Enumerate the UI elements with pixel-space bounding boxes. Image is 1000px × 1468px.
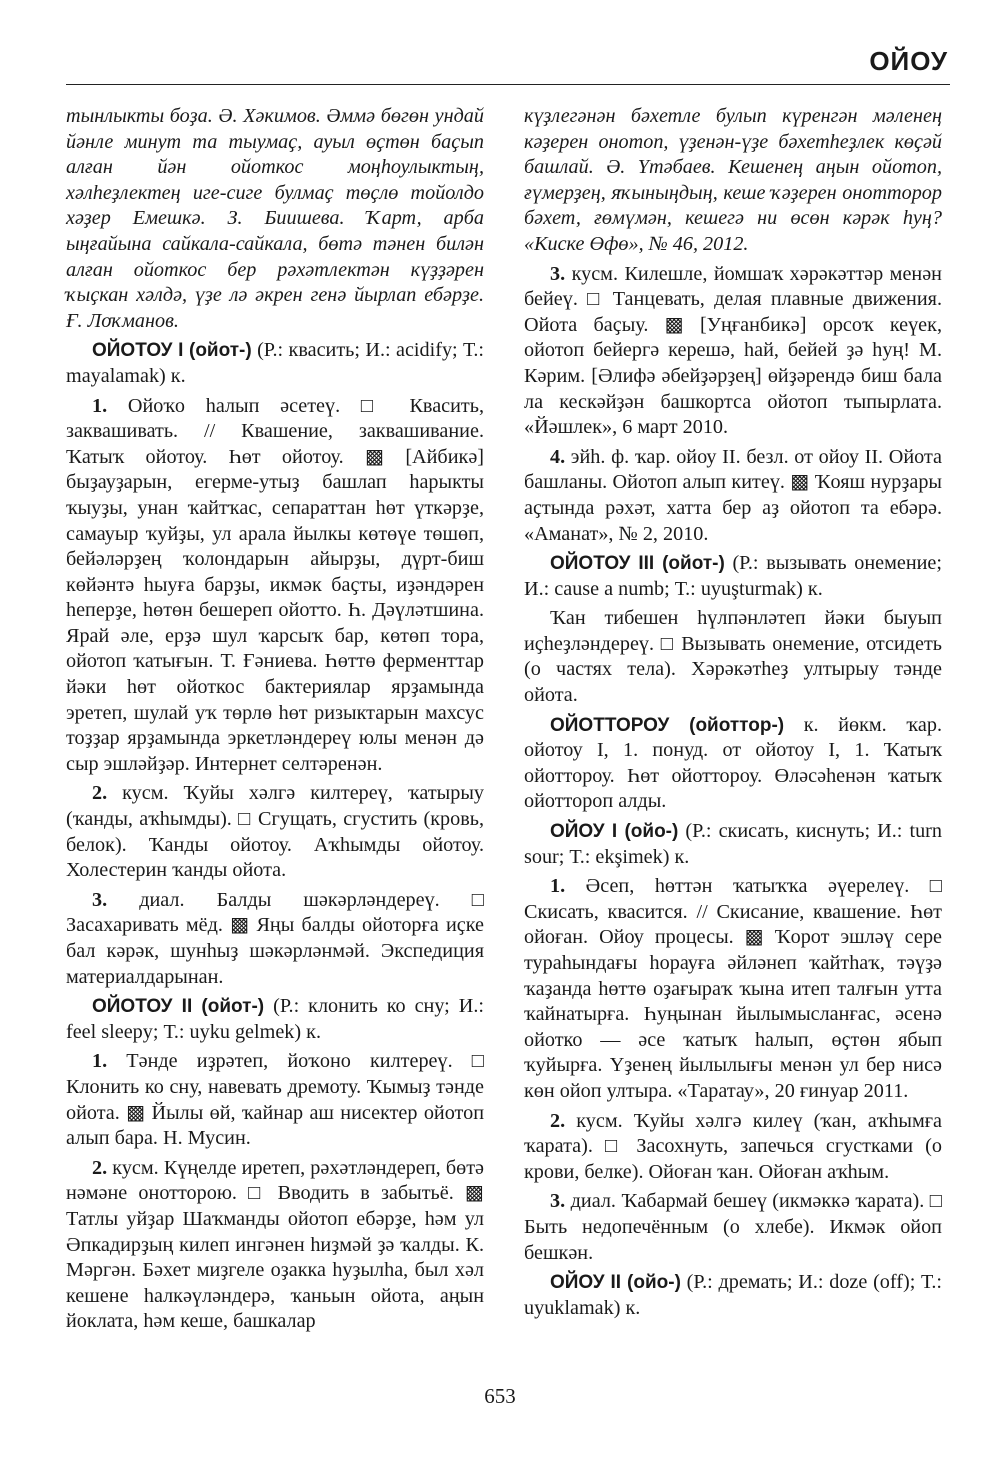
entry-paragraph: ОЙОУ II (ойо-) (Р.: дремать; И.: doze (off); Т.: uyuklamak) к. (524, 1271, 942, 1319)
paragraph: тынлыкты боҙа. Ә. Хәкимов. Әммә бөгөн ундай йәнле минут та тыумаҫ, ауыл өҫтөн баҫып алған йән ойоткос моңһоулыктың, хәлһеҙлектең иге-сиге булмаҫ төҫлө тойолдо хәҙер Емешкә. З. Биишева. Ҡарт, арба ыңғайына сайкала-сайкала, бөтә тәнен билән алған ойоткос бер рәхәтлектән күҙҙәрен ҡыҫкан хәлдә, үҙе лә әкрен генә йырлап ебәрҙе. Ғ. Лоҡманов. (66, 105, 484, 332)
running-head-word: ОЙОУ (869, 46, 948, 76)
sense-paragraph: 3. диал. Балды шәкәрләндереү. □ Засахаривать мёд. ▩ Яңы балды ойоторға иҫке бал кәрәк, шунһыҙ шәкәрләнмәй. Экспедиция материалдарынан. (66, 888, 484, 988)
sense-paragraph: 1. Әсеп, һөттән ҡатыҡҡа әүерелеү. □ Скисать, квасится. // Скисание, квашение. Һөт ойоған. Ойоу процесы. ▩ Ҡорот эшләү сере тураһындағы һорауға әйләнеп ҡайтһаҡ, тәүҙә ҡаҙанда һөттө оҙағыраҡ ҡына итеп талғын утта ҡайнатырға. Һуңынан йылымысланғас, әсенә ойотко — әсе ҡатыҡ һалып, өҫтөн ябып ҡуйырға. Үҙенең йылылығы менән ул бер нисә көн ойоп ултыра. «Таратау», 20 ғинуар 2011. (524, 875, 942, 1102)
sense-paragraph: 4. эйһ. ф. ҡар. ойоу II. безл. от ойоу II. Ойота башланы. Ойотоп алып китеү. ▩ Ҡояш нурҙары аҫтында рәхәт, хатта бер аҙ ойотоп та ебәрә. «Аманат», № 2, 2010. (524, 445, 942, 545)
sense-paragraph: 3. кусм. Килешле, йомшаҡ хәрәкәттәр менән бейеү. □ Танцевать, делая плавные движения. Ойота баҫыу. ▩ [Уңғанбикә] орсоҡ кеүек, ойотоп бейергә керешә, һай, бейей ҙә һуң! М. Кәрим. [Әлифә әбейҙәрҙең] өйҙәрендә биш бала ла кескәйҙән башкортса ойотоп тыпырлата. «Йәшлек», 6 март 2010. (524, 262, 942, 439)
entry-paragraph: ОЙОТОУ III (ойот-) (Р.: вызывать онемение; И.: cause a numb; Т.: uyuşturmak) к. (524, 552, 942, 600)
sense-paragraph: 2. кусм. Күңелде иретеп, рәхәтләндереп, бөтә нәмәне онотторою. □ Вводить в забытьё. ▩ Татлы уйҙар Шаҡманды ойотоп ебәрҙе, һәм ул Әпкадирҙың килеп ингәнен һиҙмәй ҙә ҡалды. К. Мәргән. Бәхет миҙгеле оҙакка һуҙылһа, был хәл кешене һалкәүләндерә, ҡаньын ойота, аңын йоклата, һәм кеше, башкалар (66, 1156, 484, 1333)
sense-paragraph: 2. кусм. Ҡуйы хәлгә килтереү, ҡатырыу (ҡанды, аҡһымды). □ Сгущать, сгустить (кровь, белок). Ҡанды ойотоу. Аҡһымды ойотоу. Холестерин ҡанды ойота. (66, 782, 484, 882)
entry-paragraph: ОЙОТОУ II (ойот-) (Р.: клонить ко сну; И.: feel sleepy; Т.: uyku gelmek) к. (66, 995, 484, 1043)
running-header (66, 40, 950, 85)
sense-paragraph: 2. кусм. Ҡуйы хәлгә килеү (ҡан, аҡһымға ҡарата). □ Засохнуть, запечься сгустками (о крови, белке). Ойоған ҡан. Ойоған аҡһым. (524, 1109, 942, 1183)
entry-paragraph: ОЙОТТОРОУ (ойоттор-) к. йөкм. ҡар. ойотоу I, 1. понуд. от ойотоу I, 1. Ҡатыҡ ойоттороу. Һөт ойоттороу. Өләсәһенән ҡатыҡ ойоттороп алды. (524, 713, 943, 813)
sense-paragraph: 3. диал. Ҡабармай бешеү (икмәккә ҡарата). □ Быть недопечённым (о хлебе). Икмәк ойоп бешкән. (524, 1190, 942, 1264)
right-column (524, 104, 942, 1321)
definition-paragraph: Ҡан тибешен һүлпәнләтеп йәки быуып иҫһеҙләндереү. □ Вызывать онемение, отсидеть (о частях тела). Хәрәкәтһеҙ ултырыу тәнде ойота. (524, 607, 942, 707)
entry-paragraph: ОЙОУ I (ойо-) (Р.: скисать, киснуть; И.: turn sour; Т.: ekşimek) к. (524, 820, 942, 868)
entry-paragraph: ОЙОТОУ I (ойот-) (Р.: квасить; И.: acidify; Т.: mayalamak) к. (66, 339, 485, 387)
paragraph: күҙлегәнән бәхетле булып күренгән мәленең кәҙерен онотоп, үҙенән-үҙе бәхетһеҙлек көҫәй башлай. Ә. Үтәбаев. Кешенең аңын ойотоп, ғүмерҙең, яҡыныңдың, кеше ҡәҙерен онотторор бәхет, ғөмүмән, кешегә ни өсөн кәрәк һуң? «Киске Өфө», № 46, 2012. (524, 105, 942, 255)
page-number: 653 (484, 1384, 516, 1408)
sense-paragraph: 1. Ойоҡо һалып әсетеү. □ Квасить, заквашивать. // Квашение, заквашивание. Ҡатыҡ ойотоу. Һөт ойотоу. ▩ [Айбикә] быҙауҙарын, егерме-утыҙ башлап һарыкты ҡыуҙы, унан ҡайтҡас, сепараттан һөт үткәрҙе, самауыр ҡуйҙы, ул арала йылкы көтөүе төшөп, бейәләрҙең ҡолондарын айырҙы, дүрт-биш көйәнтә һыуға барҙы, икмәк баҫты, иҙәндәрен һеперҙе, һөтөн бешереп ойотто. Һ. Дәүләтшина. Ярай әле, ерҙә шул ҡарсыҡ бар, көтөп тора, ойотоп ҡатығын. Т. Ғәниева. Һөттө ферменттар йәки һөт ойоткос бактериялар ярҙамында эретеп, шулай уҡ төрлө һөт ризыктарын махсус тоҙҙар ярҙамында эркетләндереү юлы менән дә сыр эшләйҙәр. Интернет селтәренән. (66, 394, 484, 775)
sense-paragraph: 1. Тәнде иҙрәтеп, йоҡоно килтереү. □ Клонить ко сну, навевать дремоту. Ҡымыҙ тәнде ойота. ▩ Йылы өй, ҡайнар аш нисектер ойотоп алып бара. Н. Мусин. (66, 1050, 484, 1150)
left-column (66, 104, 484, 1335)
